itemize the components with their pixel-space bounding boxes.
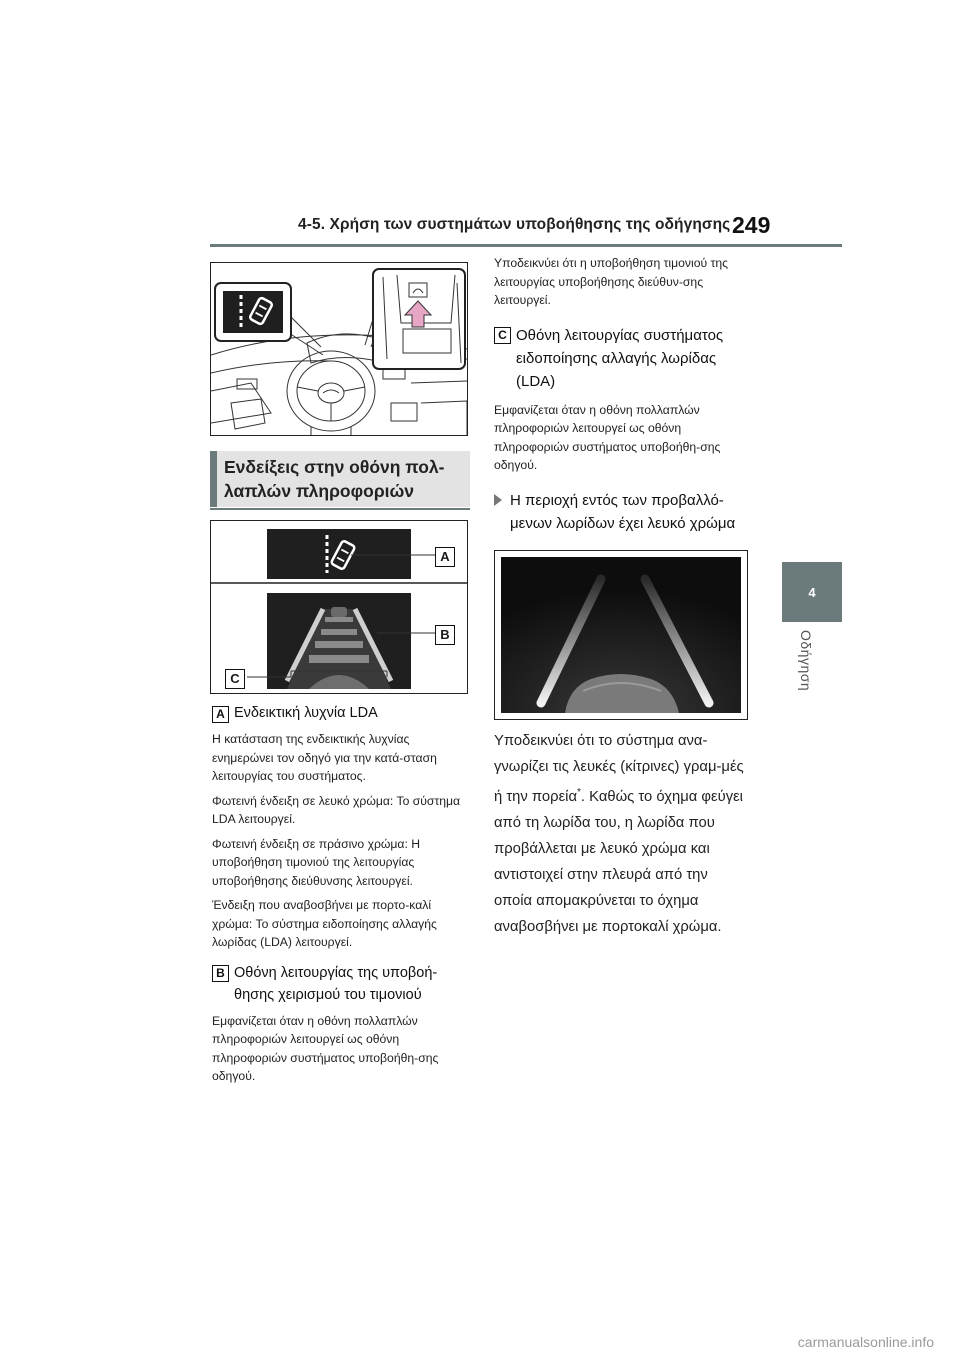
item-b-title-text: Οθόνη λειτουργίας της υποβοή-θησης χειρισμού του τιμονιού xyxy=(234,964,438,1003)
dashboard-illustration xyxy=(210,262,468,436)
item-a-label: A xyxy=(212,706,229,723)
item-a-paragraph-3: Φωτεινή ένδειξη σε πράσινο χρώμα: Η υποβοήθηση τιμονιού της λειτουργίας υποβοήθησης διεύθυνσης λειτουργεί. xyxy=(212,836,421,888)
item-c-paragraph: Εμφανίζεται όταν η οθόνη πολλαπλών πληροφοριών λειτουργεί ως οθόνη πληροφοριών συστήματος υποβοήθη-σης οδηγού. xyxy=(494,402,721,472)
section-heading-bar xyxy=(210,451,217,507)
bullet-heading xyxy=(494,489,746,535)
header-rule xyxy=(210,244,842,247)
lane-display-figure xyxy=(494,550,748,720)
dashboard-drawing xyxy=(211,263,467,435)
closing-paragraph-part-1: Υποδεικνύει ότι το σύστημα ανα-γνωρίζει τις λευκές (κίτρινες) γραμ-μές ή την πορεία xyxy=(494,733,744,805)
item-a-paragraph-1: Η κατάσταση της ενδεικτικής λυχνίας ενημερώνει τον οδηγό για την κατά-σταση λειτουργίας του συστήματος. xyxy=(212,732,437,783)
bullet-triangle-icon xyxy=(494,494,502,506)
right-column-text xyxy=(494,254,746,535)
item-c-title xyxy=(494,324,746,393)
watermark: carmanualsonline.info xyxy=(797,1334,934,1350)
chapter-tab: 4 xyxy=(782,562,842,622)
item-a-title xyxy=(212,702,468,724)
item-a-title-text: Ενδεικτική λυχνία LDA xyxy=(234,705,378,721)
lane-display-drawing xyxy=(495,551,747,719)
steering-assist-switch-icon xyxy=(409,283,427,297)
left-column-text xyxy=(212,702,468,1086)
section-heading-rule xyxy=(210,508,470,510)
closing-paragraph xyxy=(494,728,748,940)
section-heading-text: Ενδείξεις στην οθόνη πολ-λαπλών πληροφοριών xyxy=(224,457,445,501)
callout-b: B xyxy=(435,625,455,645)
footnote-marker: * xyxy=(577,787,581,798)
item-a-paragraph-2: Φωτεινή ένδειξη σε λευκό χρώμα: Το σύστημα LDA λειτουργεί. xyxy=(212,793,461,826)
section-heading xyxy=(210,451,470,507)
item-c-title-text: Οθόνη λειτουργίας συστήματος ειδοποίησης αλλαγής λωρίδας (LDA) xyxy=(516,326,724,390)
mid-display-drawing xyxy=(211,521,467,693)
item-a-paragraph-4: Ένδειξη που αναβοσβήνει με πορτο-καλί χρώμα: Το σύστημα ειδοποίησης αλλαγής λωρίδας (LDA) λειτουργεί. xyxy=(212,898,437,949)
page-number: 249 xyxy=(732,212,771,238)
bullet-heading-text: Η περιοχή εντός των προβαλλό-μενων λωρίδων έχει λευκό χρώμα xyxy=(510,491,736,532)
mid-display-illustration xyxy=(210,520,468,694)
running-header-title: 4-5. Χρήση των συστημάτων υποβοήθησης της οδήγησης xyxy=(298,216,731,233)
closing-paragraph-part-2: . Καθώς το όχημα φεύγει από τη λωρίδα του, η λωρίδα που προβάλλεται με λευκό χρώμα και αντιστοιχεί στην πλευρά από την οποία απομακρύνεται το όχημα αναβοσβήνει με πορτοκαλί χρώμα. xyxy=(494,788,743,935)
closing-paragraph-block xyxy=(494,728,748,940)
item-b-paragraph-1: Εμφανίζεται όταν η οθόνη πολλαπλών πληροφοριών λειτουργεί ως οθόνη πληροφοριών συστήματος υποβοήθη-σης οδηγού. xyxy=(212,1013,439,1083)
right-intro-paragraph: Υποδεικνύει ότι η υποβοήθηση τιμονιού της λειτουργίας υποβοήθησης διεύθυν-σης λειτουργεί. xyxy=(494,256,729,307)
chapter-label: Οδήγηση xyxy=(798,630,814,692)
callout-a: A xyxy=(435,547,455,567)
item-c-label: C xyxy=(494,327,511,344)
callout-c: C xyxy=(225,669,245,689)
item-b-label: B xyxy=(212,965,229,982)
item-b-title xyxy=(212,962,468,1006)
